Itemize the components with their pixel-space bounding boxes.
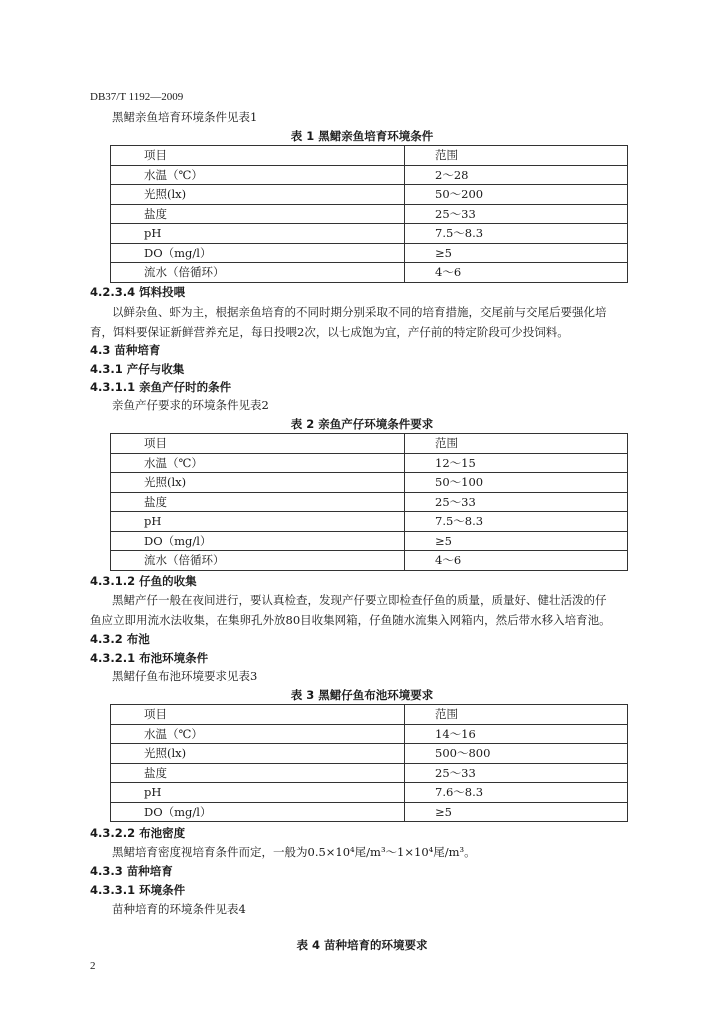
table-row bbox=[111, 551, 628, 571]
table-cell: 7.5～8.3 bbox=[405, 224, 628, 244]
table-cell: 水温（℃） bbox=[111, 453, 405, 473]
table3 bbox=[110, 704, 628, 822]
table-row bbox=[111, 453, 628, 473]
table-cell: 25～33 bbox=[405, 492, 628, 512]
table-cell: 7.6～8.3 bbox=[405, 783, 628, 803]
table-cell: 流水（倍循环） bbox=[111, 551, 405, 571]
table-cell: 光照(lx) bbox=[111, 473, 405, 493]
table-cell: 4～6 bbox=[405, 551, 628, 571]
table1 bbox=[110, 145, 628, 283]
table-cell: 盐度 bbox=[111, 763, 405, 783]
table-cell: 范围 bbox=[405, 434, 628, 454]
table-row bbox=[111, 434, 628, 454]
heading-4-2-3-4: 4.2.3.4 饵料投喂 bbox=[90, 285, 186, 299]
table-cell: 50～100 bbox=[405, 473, 628, 493]
table-cell: ≥5 bbox=[405, 531, 628, 551]
table-row bbox=[111, 705, 628, 725]
paragraph-line: 育，饵料要保证新鲜营养充足，每日投喂2次，以七成饱为宜，产仔前的特定阶段可少投饲料。 bbox=[90, 325, 569, 339]
table-row bbox=[111, 531, 628, 551]
table-row bbox=[111, 763, 628, 783]
table-cell: 4～6 bbox=[405, 263, 628, 283]
heading-4-3-2-2: 4.3.2.2 布池密度 bbox=[90, 826, 186, 840]
heading-4-3: 4.3 苗种培育 bbox=[90, 343, 161, 357]
table-cell: 水温（℃） bbox=[111, 724, 405, 744]
table-row bbox=[111, 263, 628, 283]
table-cell: 500～800 bbox=[405, 744, 628, 764]
table-cell: 12～15 bbox=[405, 453, 628, 473]
table3-caption: 表 3 黑鲪仔鱼布池环境要求 bbox=[290, 688, 434, 702]
heading-4-3-3: 4.3.3 苗种培育 bbox=[90, 864, 173, 878]
table-cell: DO（mg/l） bbox=[111, 802, 405, 822]
table-cell: 盐度 bbox=[111, 492, 405, 512]
heading-4-3-1: 4.3.1 产仔与收集 bbox=[90, 362, 185, 376]
table2-caption: 表 2 亲鱼产仔环境条件要求 bbox=[290, 417, 434, 431]
table-cell: 50～200 bbox=[405, 185, 628, 205]
table-row bbox=[111, 783, 628, 803]
paragraph-line: 黑鲪产仔一般在夜间进行，要认真检查，发现产仔要立即检查仔鱼的质量，质量好、健壮活泼的仔 bbox=[112, 593, 607, 607]
table-cell: 流水（倍循环） bbox=[111, 263, 405, 283]
paragraph-4-3-2-2: 黑鲪培育密度视培育条件而定，一般为0.5×10⁴尾/m³～1×10⁴尾/m³。 bbox=[112, 845, 476, 859]
paragraph-line: 以鲜杂鱼、虾为主，根据亲鱼培育的不同时期分别采取不同的培育措施，交尾前与交尾后要强化培 bbox=[112, 305, 607, 319]
table-cell: 项目 bbox=[111, 434, 405, 454]
table1-caption: 表 1 黑鲪亲鱼培育环境条件 bbox=[290, 129, 434, 143]
table-cell: 光照(lx) bbox=[111, 744, 405, 764]
table-cell: 范围 bbox=[405, 146, 628, 166]
heading-4-3-2: 4.3.2 布池 bbox=[90, 632, 150, 646]
heading-4-3-3-1: 4.3.3.1 环境条件 bbox=[90, 883, 186, 897]
table-cell: pH bbox=[111, 224, 405, 244]
table-row bbox=[111, 492, 628, 512]
table-row bbox=[111, 243, 628, 263]
table-row bbox=[111, 724, 628, 744]
table1-intro: 黑鲪亲鱼培育环境条件见表1 bbox=[112, 110, 258, 124]
table-row bbox=[111, 165, 628, 185]
heading-4-3-2-1: 4.3.2.1 布池环境条件 bbox=[90, 651, 209, 665]
table-row bbox=[111, 512, 628, 532]
table-cell: 2～28 bbox=[405, 165, 628, 185]
table-cell: 项目 bbox=[111, 146, 405, 166]
document-code: DB37/T 1192—2009 bbox=[90, 91, 184, 103]
table-row bbox=[111, 802, 628, 822]
table-row bbox=[111, 224, 628, 244]
table-row bbox=[111, 204, 628, 224]
table-cell: ≥5 bbox=[405, 243, 628, 263]
heading-4-3-1-1: 4.3.1.1 亲鱼产仔时的条件 bbox=[90, 380, 232, 394]
table-cell: ≥5 bbox=[405, 802, 628, 822]
table-cell: 范围 bbox=[405, 705, 628, 725]
table-row bbox=[111, 146, 628, 166]
table-cell: 14～16 bbox=[405, 724, 628, 744]
table-cell: 水温（℃） bbox=[111, 165, 405, 185]
table2 bbox=[110, 433, 628, 571]
table-cell: 7.5～8.3 bbox=[405, 512, 628, 532]
table3-intro: 黑鲪仔鱼布池环境要求见表3 bbox=[112, 669, 258, 683]
table-cell: 盐度 bbox=[111, 204, 405, 224]
table-cell: DO（mg/l） bbox=[111, 531, 405, 551]
table4-caption: 表 4 苗种培育的环境要求 bbox=[296, 938, 428, 952]
paragraph-4-2-3-4 bbox=[90, 302, 658, 342]
page-number: 2 bbox=[90, 960, 96, 972]
heading-4-3-1-2: 4.3.1.2 仔鱼的收集 bbox=[90, 574, 197, 588]
table-cell: 25～33 bbox=[405, 204, 628, 224]
table-cell: 25～33 bbox=[405, 763, 628, 783]
table-cell: DO（mg/l） bbox=[111, 243, 405, 263]
table2-intro: 亲鱼产仔要求的环境条件见表2 bbox=[112, 398, 269, 412]
table-row bbox=[111, 473, 628, 493]
paragraph-line: 鱼应立即用流水法收集，在集卵孔外放80目收集网箱，仔鱼随水流集入网箱内，然后带水移入培育池。 bbox=[90, 613, 611, 627]
table-cell: 项目 bbox=[111, 705, 405, 725]
table-row bbox=[111, 185, 628, 205]
table4-intro: 苗种培育的环境条件见表4 bbox=[112, 902, 246, 916]
table-row bbox=[111, 744, 628, 764]
table-cell: pH bbox=[111, 783, 405, 803]
table-cell: 光照(lx) bbox=[111, 185, 405, 205]
paragraph-4-3-1-2 bbox=[90, 590, 658, 630]
table-cell: pH bbox=[111, 512, 405, 532]
